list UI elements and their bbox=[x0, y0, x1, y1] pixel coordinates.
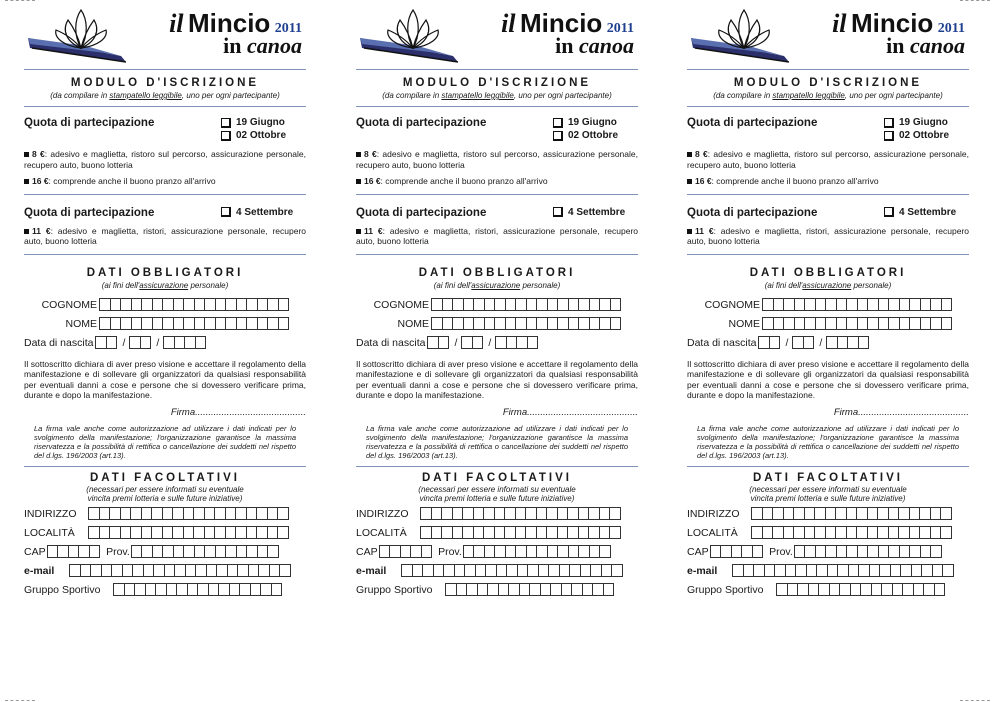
price-desc: : adesivo e maglietta, ristoro sul percorso, assicurazione personale, recupero auto, buono lotteria bbox=[356, 149, 638, 170]
quota-title: Quota di partecipazione bbox=[687, 117, 818, 129]
checkbox[interactable] bbox=[221, 131, 231, 141]
obbligatori-heading: DATI OBBLIGATORI bbox=[86, 266, 244, 279]
gruppo-input[interactable] bbox=[446, 583, 614, 596]
nome-input[interactable] bbox=[763, 317, 952, 330]
note-text: , uno per ogni partecipante) bbox=[513, 91, 612, 100]
char-box[interactable] bbox=[271, 583, 283, 596]
email-row bbox=[356, 563, 638, 579]
indirizzo-row bbox=[687, 506, 969, 522]
obbligatori-heading: DATI OBBLIGATORI bbox=[418, 266, 576, 279]
signature-line[interactable]: Firma.......................................... bbox=[833, 406, 969, 418]
birth-year-input[interactable] bbox=[827, 336, 869, 349]
cognome-input[interactable] bbox=[432, 298, 621, 311]
char-box[interactable] bbox=[421, 545, 433, 558]
price-desc: : comprende anche il buono pranzo all'arrivo bbox=[380, 176, 548, 186]
note-text: (ai fini dell' bbox=[101, 280, 140, 290]
gruppo-row bbox=[356, 582, 638, 598]
char-box[interactable] bbox=[599, 545, 611, 558]
divider bbox=[356, 254, 638, 255]
note-underlined: stampatello leggibile bbox=[109, 91, 182, 100]
bullet-icon bbox=[356, 152, 361, 157]
form-note bbox=[687, 91, 969, 100]
note-text: personale) bbox=[520, 280, 561, 290]
date-option[interactable] bbox=[553, 207, 638, 218]
prov-input[interactable] bbox=[464, 545, 611, 558]
quota-section-2 bbox=[356, 207, 638, 220]
gruppo-input[interactable] bbox=[114, 583, 282, 596]
char-box[interactable] bbox=[609, 526, 621, 539]
note-text: , uno per ogni partecipante) bbox=[844, 91, 943, 100]
nome-input[interactable] bbox=[100, 317, 289, 330]
declaration: Il sottoscritto dichiara di aver preso visione e accettare il regolamento della manifestazione e di sollevare gli organizzatori da qualsiasi responsabilità per eventuali danni a cose e persone che si dovessero verificare prima, durante e dopo la manifestazione. bbox=[24, 358, 306, 400]
char-box[interactable] bbox=[278, 298, 290, 311]
cognome-input[interactable] bbox=[100, 298, 289, 311]
nome-label: NOME bbox=[397, 317, 429, 330]
note-text: (ai fini dell' bbox=[433, 280, 472, 290]
quota-title: Quota di partecipazione bbox=[356, 206, 487, 219]
char-box[interactable] bbox=[941, 317, 953, 330]
char-box[interactable] bbox=[106, 336, 118, 349]
bullet-icon bbox=[687, 179, 692, 184]
date-options bbox=[884, 117, 969, 143]
email-label: e-mail bbox=[687, 564, 718, 577]
char-box[interactable] bbox=[279, 564, 291, 577]
email-row bbox=[24, 563, 306, 579]
date-label: 4 Settembre bbox=[236, 206, 294, 218]
email-input[interactable] bbox=[402, 564, 623, 577]
note-text: , uno per ogni partecipante) bbox=[181, 91, 280, 100]
price-desc: : adesivo e maglietta, ristori, assicurazione personale, recupero auto, buono lotteria bbox=[356, 225, 639, 246]
canoe-lotus-logo-icon bbox=[358, 4, 468, 64]
char-box[interactable] bbox=[140, 336, 152, 349]
gruppo-row bbox=[687, 582, 969, 598]
localita-input[interactable] bbox=[89, 526, 289, 539]
cognome-row bbox=[24, 297, 306, 313]
price-8 bbox=[356, 149, 638, 170]
form-header bbox=[687, 0, 969, 64]
birth-month-input[interactable] bbox=[793, 336, 814, 349]
form-note bbox=[356, 91, 638, 100]
cap-input[interactable] bbox=[711, 545, 764, 558]
price-label: 8 € bbox=[695, 149, 708, 159]
checkbox[interactable] bbox=[884, 118, 894, 128]
char-box[interactable] bbox=[195, 336, 207, 349]
declaration: Il sottoscritto dichiara di aver preso visione e accettare il regolamento della manifestazione e di sollevare gli organizzatori da qualsiasi responsabilità per eventuali danni a cose e persone che si dovessero verificare prima, durante e dopo la manifestazione. bbox=[687, 358, 969, 400]
char-box[interactable] bbox=[803, 336, 815, 349]
char-box[interactable] bbox=[527, 336, 539, 349]
form-heading: MODULO D'ISCRIZIONE bbox=[733, 77, 923, 89]
title-subtitle bbox=[832, 35, 965, 57]
price-label: 8 € bbox=[364, 149, 377, 159]
date-label: 4 Settembre bbox=[568, 206, 626, 218]
indirizzo-input[interactable] bbox=[89, 507, 289, 520]
privacy-note: La firma vale anche come autorizzazione ad utilizzare i dati indicati per lo svolgimento della manifestazione; l'organizzazione garantisce la massima riservatezza e la possibilità di rettifica o cancellazione dei suddetti nel rispetto del d.lgs. 196/2003 (art.13). bbox=[697, 423, 959, 460]
gruppo-row bbox=[24, 582, 306, 598]
canoe-lotus-logo-icon bbox=[689, 4, 799, 64]
divider bbox=[687, 254, 969, 255]
cognome-label: COGNOME bbox=[373, 298, 429, 311]
char-box[interactable] bbox=[610, 298, 622, 311]
obbligatori-note bbox=[687, 281, 969, 290]
email-input[interactable] bbox=[733, 564, 954, 577]
quota-title: Quota di partecipazione bbox=[356, 117, 487, 129]
obbligatori-note bbox=[356, 281, 638, 290]
title-subtitle bbox=[169, 35, 302, 57]
subtitle-in: in bbox=[223, 33, 242, 58]
facoltativi-heading: DATI FACOLTATIVI bbox=[753, 471, 903, 484]
date-label: 02 Ottobre bbox=[568, 130, 619, 141]
divider bbox=[24, 69, 306, 70]
form-heading: MODULO D'ISCRIZIONE bbox=[70, 77, 260, 89]
char-box[interactable] bbox=[278, 317, 290, 330]
price-8 bbox=[687, 149, 969, 170]
quota-section-1 bbox=[356, 117, 638, 143]
obbligatori-note bbox=[24, 281, 306, 290]
divider bbox=[356, 69, 638, 70]
date-options bbox=[221, 117, 306, 143]
date-separator: / bbox=[156, 336, 160, 349]
bullet-icon bbox=[24, 179, 29, 184]
localita-row bbox=[687, 525, 969, 541]
title-year: 2011 bbox=[937, 21, 965, 36]
signature-line[interactable]: Firma.......................................... bbox=[502, 406, 638, 418]
nome-label: NOME bbox=[65, 317, 97, 330]
char-box[interactable] bbox=[934, 583, 946, 596]
char-box[interactable] bbox=[941, 298, 953, 311]
char-box[interactable] bbox=[277, 507, 289, 520]
localita-row bbox=[24, 525, 306, 541]
checkbox[interactable] bbox=[553, 118, 563, 128]
date-separator: / bbox=[122, 336, 126, 349]
bullet-icon bbox=[24, 152, 29, 157]
prov-label: Prov. bbox=[106, 545, 130, 558]
prov-label: Prov. bbox=[438, 545, 462, 558]
cap-label: CAP bbox=[356, 545, 378, 558]
birthdate-row bbox=[24, 335, 306, 351]
divider bbox=[356, 194, 638, 195]
bullet-icon bbox=[356, 179, 361, 184]
quota-title: Quota di partecipazione bbox=[687, 206, 818, 219]
title-mincio: Mincio bbox=[519, 8, 603, 38]
note-underlined: stampatello leggibile bbox=[441, 91, 514, 100]
checkbox[interactable] bbox=[221, 118, 231, 128]
quota-title: Quota di partecipazione bbox=[24, 206, 155, 219]
date-label: 19 Giugno bbox=[236, 117, 285, 128]
quota-section-2 bbox=[687, 207, 969, 220]
price-desc: : adesivo e maglietta, ristori, assicurazione personale, recupero auto, buono lotteria bbox=[24, 225, 307, 246]
cognome-row bbox=[356, 297, 638, 313]
divider bbox=[687, 194, 969, 195]
subtitle-canoa: canoa bbox=[579, 33, 634, 58]
declaration: Il sottoscritto dichiara di aver preso visione e accettare il regolamento della manifestazione e di sollevare gli organizzatori da qualsiasi responsabilità per eventuali danni a cose e persone che si dovessero verificare prima, durante e dopo la manifestazione. bbox=[356, 358, 638, 400]
date-label: 4 Settembre bbox=[899, 206, 957, 218]
title-subtitle bbox=[501, 35, 634, 57]
price-desc: : comprende anche il buono pranzo all'arrivo bbox=[48, 176, 216, 186]
form-header bbox=[356, 0, 638, 64]
registration-form-panel bbox=[356, 0, 638, 702]
birth-day-input[interactable] bbox=[96, 336, 117, 349]
divider bbox=[24, 254, 306, 255]
localita-row bbox=[356, 525, 638, 541]
indirizzo-input[interactable] bbox=[752, 507, 952, 520]
divider bbox=[687, 106, 969, 107]
note-underlined: stampatello leggibile bbox=[772, 91, 845, 100]
registration-form-panel bbox=[687, 0, 969, 702]
subtitle-in: in bbox=[886, 33, 905, 58]
email-row bbox=[687, 563, 969, 579]
cap-row bbox=[687, 544, 969, 560]
bullet-icon bbox=[687, 229, 692, 234]
date-options bbox=[884, 207, 969, 220]
subtitle-in: in bbox=[555, 33, 574, 58]
cognome-label: COGNOME bbox=[704, 298, 760, 311]
localita-label: LOCALITÀ bbox=[687, 526, 738, 539]
facoltativi-note: (necessari per essere informati su eventuale vincita premi lotteria e sulle future iniziative) bbox=[86, 484, 244, 503]
price-label: 16 € bbox=[32, 176, 49, 186]
price-label: 11 € bbox=[32, 225, 51, 236]
nome-input[interactable] bbox=[432, 317, 621, 330]
nome-row bbox=[687, 316, 969, 332]
birth-year-input[interactable] bbox=[164, 336, 206, 349]
birth-day-input[interactable] bbox=[759, 336, 780, 349]
price-11 bbox=[24, 226, 306, 247]
checkbox[interactable] bbox=[221, 207, 231, 217]
obbligatori-heading: DATI OBBLIGATORI bbox=[749, 266, 907, 279]
form-heading: MODULO D'ISCRIZIONE bbox=[402, 77, 592, 89]
divider bbox=[687, 69, 969, 70]
divider bbox=[24, 194, 306, 195]
birthdate-row bbox=[356, 335, 638, 351]
nome-row bbox=[24, 316, 306, 332]
char-box[interactable] bbox=[267, 545, 279, 558]
title-mincio: Mincio bbox=[850, 8, 934, 38]
note-text: (da compilare in bbox=[713, 91, 773, 100]
date-option[interactable] bbox=[553, 130, 638, 141]
localita-label: LOCALITÀ bbox=[356, 526, 407, 539]
date-option[interactable] bbox=[553, 117, 638, 128]
signature-line[interactable]: Firma.......................................... bbox=[170, 406, 306, 418]
quota-title: Quota di partecipazione bbox=[24, 117, 155, 129]
quota-section-1 bbox=[24, 117, 306, 143]
form-note bbox=[24, 91, 306, 100]
date-label: 19 Giugno bbox=[899, 117, 948, 128]
subtitle-canoa: canoa bbox=[910, 33, 965, 58]
price-11 bbox=[687, 226, 969, 247]
nome-row bbox=[356, 316, 638, 332]
checkbox[interactable] bbox=[553, 131, 563, 141]
char-box[interactable] bbox=[610, 317, 622, 330]
note-text: (ai fini dell' bbox=[764, 280, 803, 290]
quota-section-1 bbox=[687, 117, 969, 143]
note-underlined: assicurazione bbox=[471, 280, 521, 290]
char-box[interactable] bbox=[89, 545, 101, 558]
indirizzo-label: INDIRIZZO bbox=[687, 507, 740, 520]
date-options bbox=[553, 207, 638, 220]
note-underlined: assicurazione bbox=[139, 280, 189, 290]
event-title bbox=[169, 10, 302, 57]
indirizzo-row bbox=[356, 506, 638, 522]
facoltativi-note: (necessari per essere informati su eventuale vincita premi lotteria e sulle future iniziative) bbox=[418, 484, 576, 503]
date-separator: / bbox=[819, 336, 823, 349]
char-box[interactable] bbox=[752, 545, 764, 558]
birthdate-row bbox=[687, 335, 969, 351]
note-text: (da compilare in bbox=[382, 91, 442, 100]
price-11 bbox=[356, 226, 638, 247]
price-desc: : adesivo e maglietta, ristoro sul percorso, assicurazione personale, recupero auto, buono lotteria bbox=[687, 149, 969, 170]
char-box[interactable] bbox=[603, 583, 615, 596]
checkbox[interactable] bbox=[884, 131, 894, 141]
char-box[interactable] bbox=[277, 526, 289, 539]
gruppo-label: Gruppo Sportivo bbox=[356, 583, 433, 596]
cap-label: CAP bbox=[24, 545, 46, 558]
subtitle-canoa: canoa bbox=[247, 33, 302, 58]
email-label: e-mail bbox=[24, 564, 55, 577]
privacy-note: La firma vale anche come autorizzazione ad utilizzare i dati indicati per lo svolgimento della manifestazione; l'organizzazione garantisce la massima riservatezza e la possibilità di rettifica o cancellazione dei suddetti nel rispetto del d.lgs. 196/2003 (art.13). bbox=[366, 423, 628, 460]
price-desc: : adesivo e maglietta, ristoro sul percorso, assicurazione personale, recupero auto, buono lotteria bbox=[24, 149, 306, 170]
date-label: 19 Giugno bbox=[568, 117, 617, 128]
cognome-label: COGNOME bbox=[41, 298, 97, 311]
nome-label: NOME bbox=[728, 317, 760, 330]
note-text: personale) bbox=[188, 280, 229, 290]
prov-input[interactable] bbox=[132, 545, 279, 558]
localita-input[interactable] bbox=[752, 526, 952, 539]
date-option[interactable] bbox=[884, 117, 969, 128]
bullet-icon bbox=[24, 229, 29, 234]
char-box[interactable] bbox=[769, 336, 781, 349]
facoltativi-heading: DATI FACOLTATIVI bbox=[422, 471, 572, 484]
date-option[interactable] bbox=[884, 207, 969, 218]
facoltativi-heading: DATI FACOLTATIVI bbox=[90, 471, 240, 484]
birth-year-input[interactable] bbox=[496, 336, 538, 349]
event-title bbox=[832, 10, 965, 57]
birth-month-input[interactable] bbox=[462, 336, 483, 349]
privacy-note: La firma vale anche come autorizzazione ad utilizzare i dati indicati per lo svolgimento della manifestazione; l'organizzazione garantisce la massima riservatezza e la possibilità di rettifica o cancellazione dei suddetti nel rispetto del d.lgs. 196/2003 (art.13). bbox=[34, 423, 296, 460]
price-label: 16 € bbox=[695, 176, 712, 186]
prov-label: Prov. bbox=[769, 545, 793, 558]
event-title bbox=[501, 10, 634, 57]
price-8 bbox=[24, 149, 306, 170]
cognome-row bbox=[687, 297, 969, 313]
char-box[interactable] bbox=[609, 507, 621, 520]
title-year: 2011 bbox=[606, 21, 634, 36]
gruppo-label: Gruppo Sportivo bbox=[24, 583, 101, 596]
cap-row bbox=[356, 544, 638, 560]
price-label: 11 € bbox=[695, 225, 714, 236]
localita-input[interactable] bbox=[421, 526, 621, 539]
indirizzo-label: INDIRIZZO bbox=[356, 507, 409, 520]
date-label: 02 Ottobre bbox=[899, 130, 950, 141]
cap-input[interactable] bbox=[380, 545, 433, 558]
note-text: personale) bbox=[851, 280, 892, 290]
price-desc: : comprende anche il buono pranzo all'arrivo bbox=[711, 176, 879, 186]
price-16 bbox=[356, 176, 638, 187]
note-text: (da compilare in bbox=[50, 91, 110, 100]
char-box[interactable] bbox=[940, 526, 952, 539]
registration-form-panel bbox=[24, 0, 306, 702]
date-option[interactable] bbox=[884, 130, 969, 141]
quota-section-2 bbox=[24, 207, 306, 220]
title-il: il bbox=[501, 9, 516, 38]
char-box[interactable] bbox=[942, 564, 954, 577]
localita-label: LOCALITÀ bbox=[24, 526, 75, 539]
price-label: 11 € bbox=[364, 225, 383, 236]
indirizzo-row bbox=[24, 506, 306, 522]
date-options bbox=[553, 117, 638, 143]
birthdate-label: Data di nascita bbox=[687, 336, 757, 349]
email-input[interactable] bbox=[70, 564, 291, 577]
divider bbox=[24, 466, 306, 467]
date-options bbox=[221, 207, 306, 220]
price-16 bbox=[24, 176, 306, 187]
char-box[interactable] bbox=[930, 545, 942, 558]
bullet-icon bbox=[687, 152, 692, 157]
birth-month-input[interactable] bbox=[130, 336, 151, 349]
date-option[interactable] bbox=[221, 117, 306, 128]
char-box[interactable] bbox=[611, 564, 623, 577]
note-underlined: assicurazione bbox=[802, 280, 852, 290]
divider bbox=[687, 466, 969, 467]
divider bbox=[24, 106, 306, 107]
title-mincio: Mincio bbox=[187, 8, 271, 38]
birthdate-label: Data di nascita bbox=[24, 336, 94, 349]
gruppo-input[interactable] bbox=[777, 583, 945, 596]
title-il: il bbox=[832, 9, 847, 38]
title-year: 2011 bbox=[274, 21, 302, 36]
date-separator: / bbox=[454, 336, 458, 349]
date-label: 02 Ottobre bbox=[236, 130, 287, 141]
cognome-input[interactable] bbox=[763, 298, 952, 311]
char-box[interactable] bbox=[940, 507, 952, 520]
title-il: il bbox=[169, 9, 184, 38]
birthdate-label: Data di nascita bbox=[356, 336, 426, 349]
char-box[interactable] bbox=[858, 336, 870, 349]
cap-label: CAP bbox=[687, 545, 709, 558]
date-separator: / bbox=[785, 336, 789, 349]
divider bbox=[356, 106, 638, 107]
date-option[interactable] bbox=[221, 130, 306, 141]
price-label: 16 € bbox=[364, 176, 381, 186]
bullet-icon bbox=[356, 229, 361, 234]
price-label: 8 € bbox=[32, 149, 45, 159]
indirizzo-input[interactable] bbox=[421, 507, 621, 520]
gruppo-label: Gruppo Sportivo bbox=[687, 583, 764, 596]
divider bbox=[356, 466, 638, 467]
cap-row bbox=[24, 544, 306, 560]
email-label: e-mail bbox=[356, 564, 387, 577]
date-option[interactable] bbox=[221, 207, 306, 218]
cap-input[interactable] bbox=[48, 545, 101, 558]
facoltativi-note: (necessari per essere informati su eventuale vincita premi lotteria e sulle future iniziative) bbox=[749, 484, 907, 503]
checkbox[interactable] bbox=[553, 207, 563, 217]
checkbox[interactable] bbox=[884, 207, 894, 217]
char-box[interactable] bbox=[472, 336, 484, 349]
form-header bbox=[24, 0, 306, 64]
char-box[interactable] bbox=[438, 336, 450, 349]
canoe-lotus-logo-icon bbox=[26, 4, 136, 64]
birth-day-input[interactable] bbox=[428, 336, 449, 349]
indirizzo-label: INDIRIZZO bbox=[24, 507, 77, 520]
prov-input[interactable] bbox=[795, 545, 942, 558]
price-16 bbox=[687, 176, 969, 187]
price-desc: : adesivo e maglietta, ristori, assicurazione personale, recupero auto, buono lotteria bbox=[687, 225, 970, 246]
date-separator: / bbox=[488, 336, 492, 349]
